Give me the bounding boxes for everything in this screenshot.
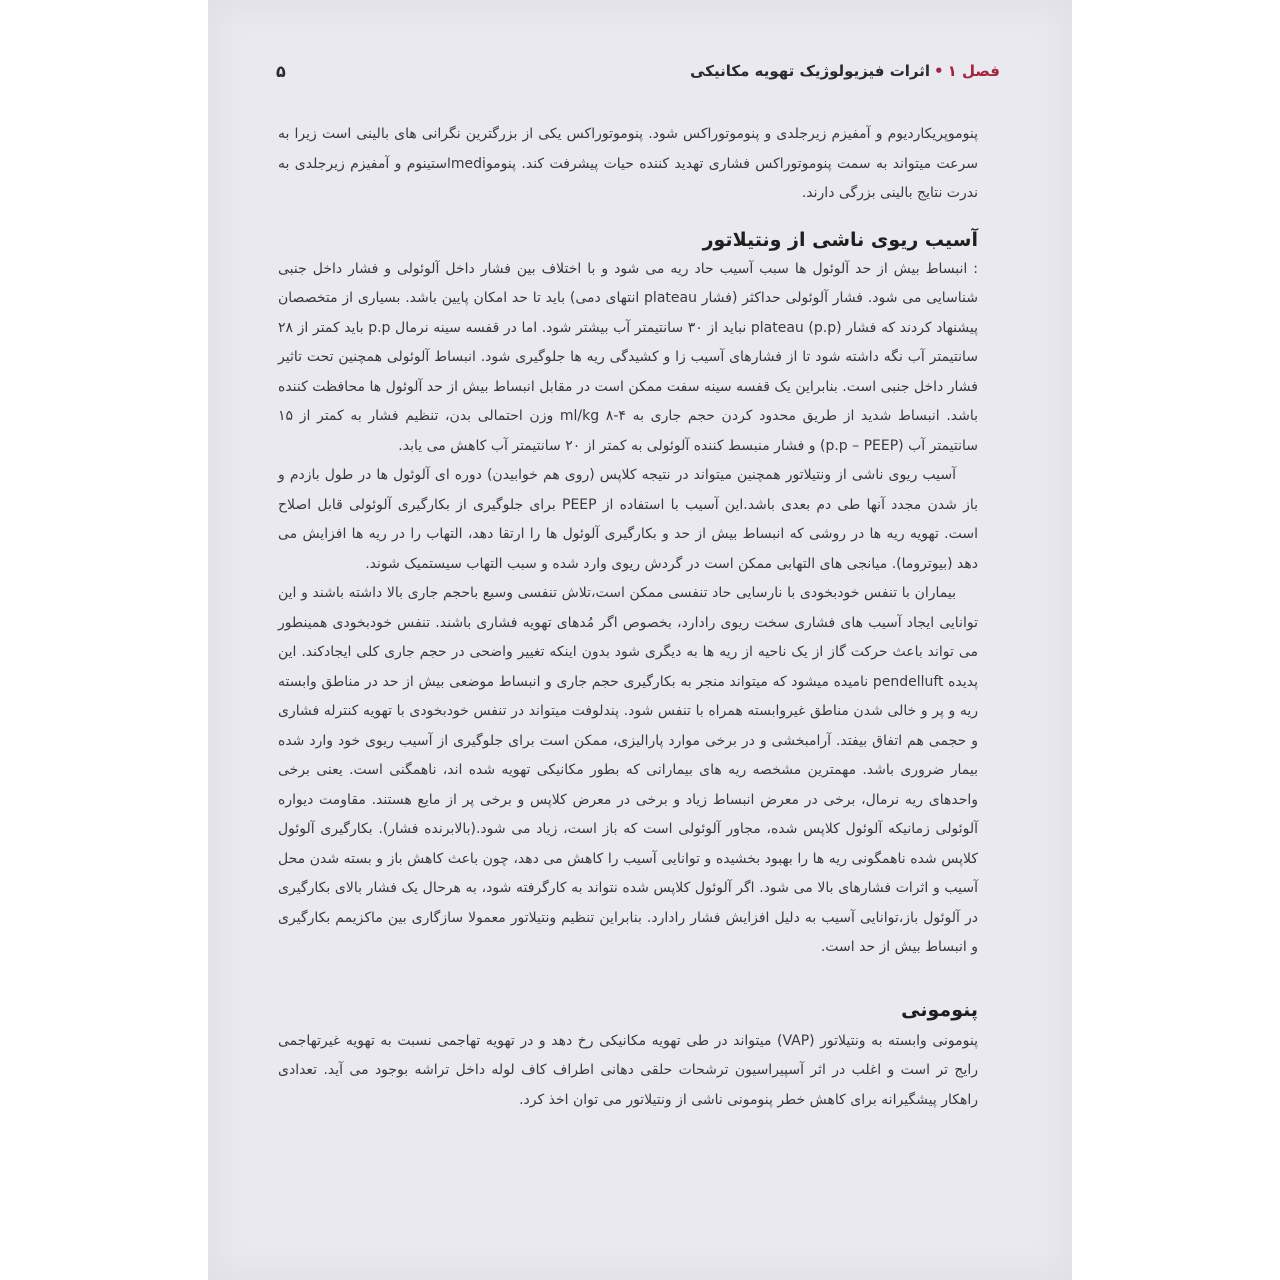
page-number: ۵ [276, 62, 286, 81]
paragraph: بیماران با تنفس خودبخودی با نارسایی حاد تنفسی ممکن است،تلاش تنفسی وسیع باحجم جاری بالا داشته باشند و این توانایی ایجاد آسیب های فشاری سخت ریوی رادارد، بخصوص اگر مُدهای تهویه فشاری باشند. تنفس خودبخودی همینطور می تواند باعث حرکت گاز از یک ناحیه از ریه ها به دیگری شود بدون اینکه تغییر واضحی در حجم جاری کلی ایجادکند. این پدیده pendelluft نامیده میشود که میتواند منجر به بکارگیری حجم جاری و انبساط موضعی بیش از حد در مناطق وابسته ریه و پر و خالی شدن مناطق غیروابسته همراه با تنفس شود. پندلوفت میتواند در تنفس خودبخودی با تهویه کنترله فشاری و حجمی هم اتفاق بیفتد. آرامبخشی و در برخی موارد پارالیزی، ممکن است برای جلوگیری از آسیب ریوی خود وارد شده بیمار ضروری باشد. مهمترین مشخصه ریه های بیمارانی که بطور مکانیکی تهویه شده اند، ناهمگنی است. یعنی برخی واحدهای ریه نرمال، برخی در معرض انبساط زیاد و برخی در معرض کلاپس و برخی پر از مایع هستند. مقاومت دیواره آلوئولی زمانیکه آلوئول کلاپس شده، مجاور آلوئولی است که باز است، زیاد می شود.(بالابرنده فشار). بکارگیری آلوئول کلاپس شده ناهمگونی ریه ها را بهبود بخشیده و توانایی آسیب را کاهش می دهد، چون باعث کاهش باز و بسته شدن محل آسیب و اثرات فشارهای بالا می شود. اگر آلوئول کلاپس شده نتواند به کارگرفته شود، به هرحال یک فشار بالای بکارگیری در آلوئول باز،توانایی آسیب به دلیل افزایش فشار رادارد. بنابراین تنظیم ونتیلاتور معمولا سازگاری بین ماکزیمم بکارگیری و انبساط بیش از حد است. [278, 585, 979, 955]
running-header [276, 62, 1000, 88]
paragraph: آسیب ریوی ناشی از ونتیلاتور همچنین میتواند در نتیجه کلاپس (روی هم خوابیدن) دوره ای آلوئول ها در طول بازدم و باز شدن مجدد آنها طی دم بعدی باشد.این آسیب با استفاده از PEEP برای جلوگیری از بکارگیری آلوئولی قابل اصلاح است. تهویه ریه ها در روشی که انبساط بیش از حد و بکارگیری آلوئول ها را ارتقا دهد، التهاب را در ریه ها افزایش می دهد (بیوتروما). میانجی های التهابی ممکن است در گردش ریوی وارد شده و سبب التهاب سیستمیک شوند. [278, 467, 978, 572]
section-heading-vili: آسیب ریوی ناشی از ونتیلاتور [702, 228, 978, 251]
section-heading-pneumonia: پنومونی [901, 998, 978, 1021]
bullet-icon: • [934, 62, 944, 80]
intro-paragraph: پنوموپریکاردیوم و آمفیزم زیرجلدی و پنوموتوراکس شود. پنوموتوراکس یکی از بزرگترین نگرانی های بالینی است زیرا به سرعت میتواند به سمت پنوموتوراکس فشاری تهدید کننده حیات پیشرفت کند. پنوموmediاستینوم و آمفیزم زیرجلدی به ندرت نتایج بالینی بزرگی دارند. [278, 126, 978, 201]
book-page [208, 0, 1072, 1280]
chapter-label: فصل ۱ [947, 62, 1000, 80]
page-body [278, 120, 978, 1115]
chapter-heading [690, 62, 1000, 80]
paragraph: پنومونی وابسته به ونتیلاتور (VAP) میتواند در طی تهویه مکانیکی رخ دهد و در تهویه تهاجمی نسبت به تهویه غیرتهاجمی رایج تر است و اغلب در اثر آسپیراسیون ترشحات حلقی دهانی اطراف کاف لوله داخل تراشه بوجود می آید. تعدادی راهکار پیشگیرانه برای کاهش خطر پنومونی ناشی از ونتیلاتور می توان اخذ کرد. [278, 1032, 978, 1108]
chapter-title: اثرات فیزیولوژیک تهویه مکانیکی [690, 62, 931, 80]
paragraph: : انبساط بیش از حد آلوئول ها سبب آسیب حاد ریه می شود و با اختلاف بین فشار داخل آلوئولی و فشار داخل جنبی شناسایی می شود. فشار آلوئولی حداکثر (فشار plateau انتهای دمی) باید تا حد امکان پایین باشد. بسیاری از متخصصان پیشنهاد کردند که فشار plateau (p.p) نباید از ۳۰ سانتیمتر آب بیشتر شود. اما در قفسه سینه نرمال p.p باید کمتر از ۲۸ سانتیمتر آب نگه داشته شود تا از فشارهای آسیب زا و کشیدگی ریه ها جلوگیری شود. انبساط آلوئولی همچنین تحت تاثیر فشار داخل جنبی است. بنابراین یک قفسه سینه سفت ممکن است در مقابل انبساط بیش از حد آلوئول ها محافظت کننده باشد. انبساط شدید از طریق محدود کردن حجم جاری به ۴-۸ ml/kg وزن احتمالی بدن، تنظیم فشار به کمتر از ۱۵ سانتیمتر آب (p.p – PEEP) و فشار منبسط کننده آلوئولی به کمتر از ۲۰ سانتیمتر آب کاهش می یابد. [278, 260, 979, 454]
